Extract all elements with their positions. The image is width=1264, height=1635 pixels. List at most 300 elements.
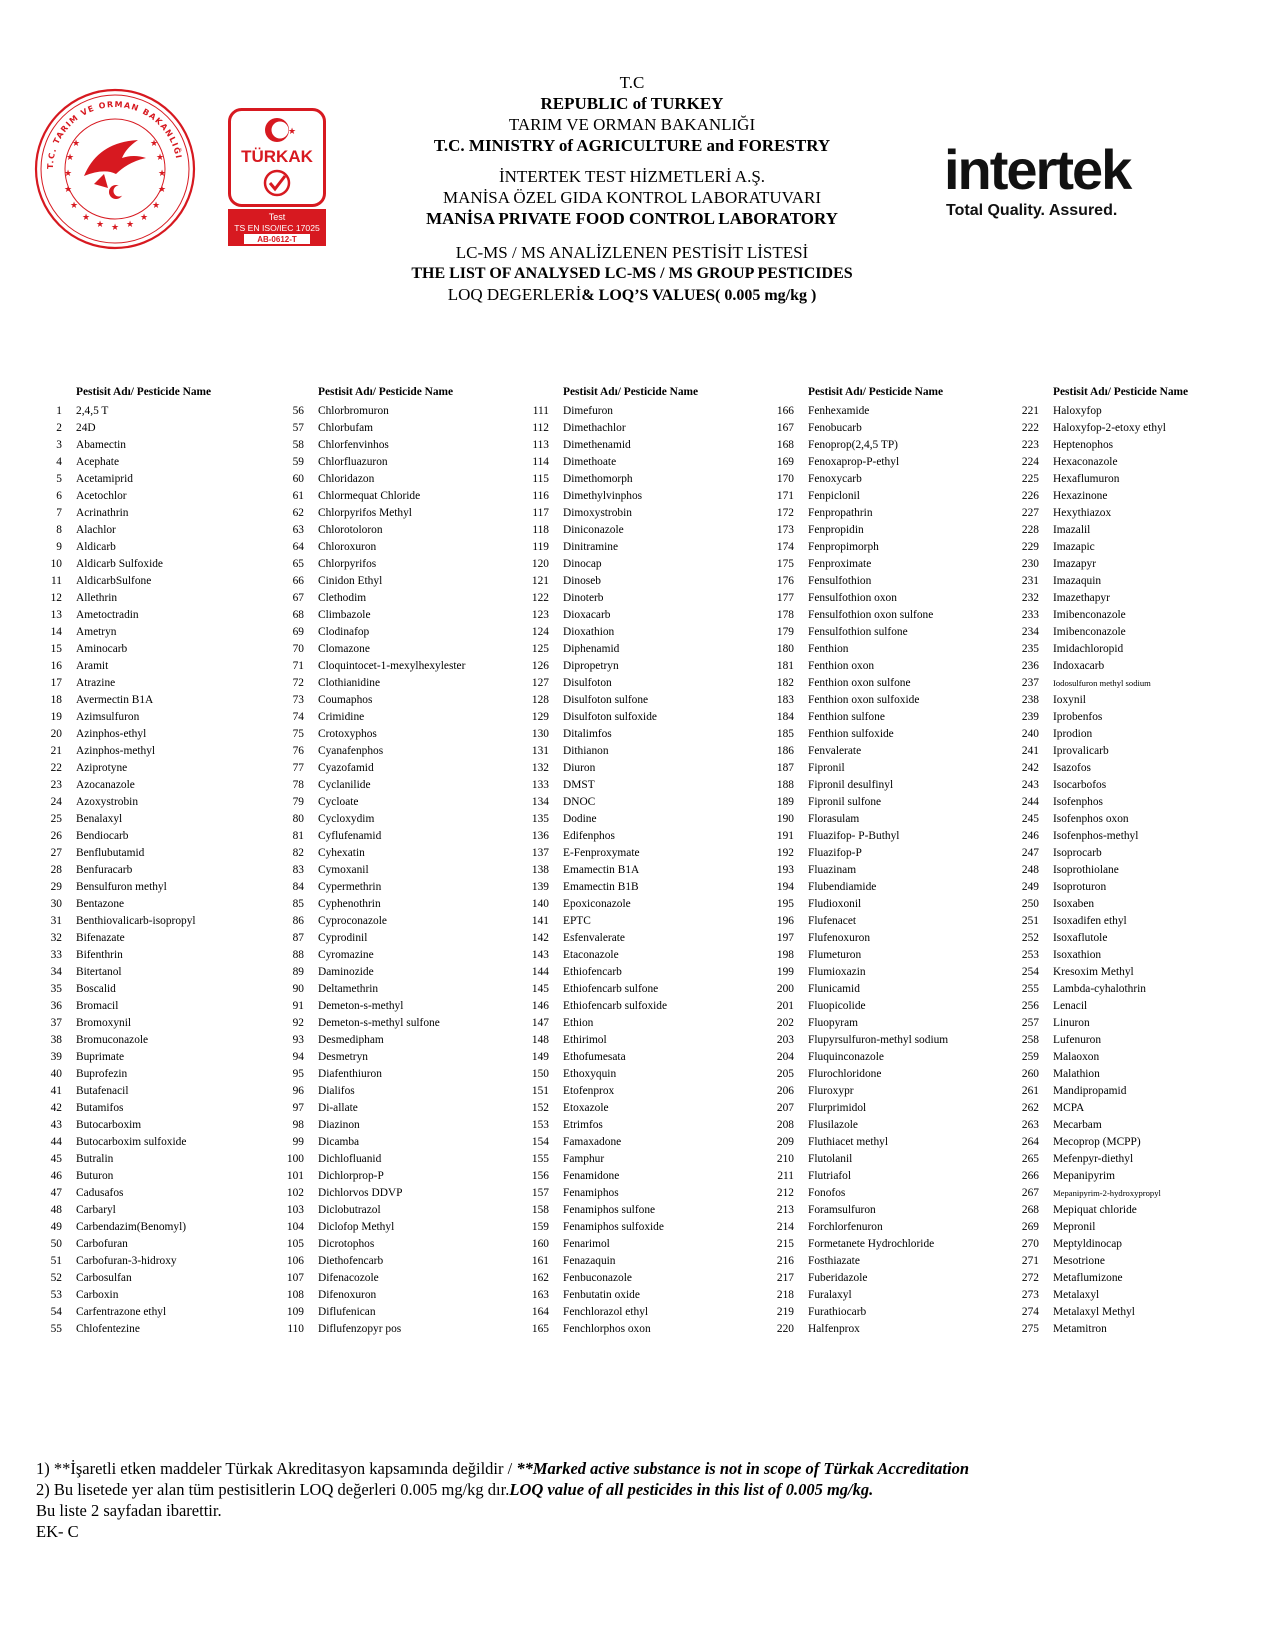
row-number: 76 <box>292 745 304 757</box>
row-number: 7 <box>56 507 62 519</box>
pesticide-name: Fenoprop(2,4,5 TP) <box>808 439 898 451</box>
pesticide-name: Fluopyram <box>808 1017 858 1029</box>
row-number: 239 <box>1021 711 1039 723</box>
pesticide-name: Bromuconazole <box>76 1034 149 1046</box>
table-row <box>40 1134 290 1151</box>
table-row <box>1017 1236 1264 1253</box>
pesticide-name: Di-allate <box>318 1102 358 1114</box>
svg-text:★: ★ <box>95 220 105 230</box>
svg-text:★: ★ <box>69 201 79 211</box>
row-number: 236 <box>1021 660 1039 672</box>
table-row <box>772 488 1022 505</box>
table-row <box>40 1117 290 1134</box>
row-number: 105 <box>286 1238 304 1250</box>
row-number: 13 <box>50 609 62 621</box>
pesticide-name: Chlormequat Chloride <box>318 490 421 502</box>
row-number: 8 <box>56 524 62 536</box>
row-number: 216 <box>776 1255 794 1267</box>
row-number: 40 <box>50 1068 62 1080</box>
table-row <box>772 1202 1022 1219</box>
table-row <box>40 828 290 845</box>
table-row <box>1017 964 1264 981</box>
pesticide-name: Hexazinone <box>1053 490 1108 502</box>
row-number: 156 <box>531 1170 549 1182</box>
row-number: 158 <box>531 1204 549 1216</box>
table-row <box>772 420 1022 437</box>
pesticide-name: Cypermethrin <box>318 881 382 893</box>
svg-text:★: ★ <box>139 213 149 223</box>
pesticide-name: Buturon <box>76 1170 114 1182</box>
table-row <box>772 726 1022 743</box>
header-ministry-tr: TARIM VE ORMAN BAKANLIĞI <box>508 115 756 134</box>
table-row <box>772 1134 1022 1151</box>
row-number: 54 <box>50 1306 62 1318</box>
table-row <box>40 964 290 981</box>
pesticide-name: Fipronil <box>808 762 845 774</box>
pesticide-table <box>40 386 1250 1336</box>
header-list-tr: LC-MS / MS ANALİZLENEN PESTİSİT LİSTESİ <box>455 243 809 262</box>
table-row <box>772 1117 1022 1134</box>
pesticide-name: Boscalid <box>76 983 116 995</box>
column-header-label: Pestisit Adı/ Pesticide Name <box>76 386 212 398</box>
table-row <box>772 556 1022 573</box>
row-number: 47 <box>50 1187 62 1199</box>
pesticide-name: Buprimate <box>76 1051 125 1063</box>
row-number: 82 <box>292 847 304 859</box>
pesticide-name: Isoxaben <box>1053 898 1095 910</box>
row-number: 63 <box>292 524 304 536</box>
pesticide-name: Furalaxyl <box>808 1289 852 1301</box>
row-number: 24 <box>50 796 62 808</box>
pesticide-name: Carbofuran-3-hidroxy <box>76 1255 177 1267</box>
pesticide-name: Fenhexamide <box>808 405 870 417</box>
row-number: 145 <box>531 983 549 995</box>
pesticide-name: Flutolanil <box>808 1153 853 1165</box>
pesticide-name: Fluroxypr <box>808 1085 854 1097</box>
row-number: 22 <box>50 762 62 774</box>
row-number: 177 <box>776 592 794 604</box>
table-row <box>772 624 1022 641</box>
table-row <box>1017 981 1264 998</box>
table-row <box>772 454 1022 471</box>
pesticide-name: Dimethachlor <box>563 422 626 434</box>
table-row <box>1017 947 1264 964</box>
row-number: 233 <box>1021 609 1039 621</box>
table-row <box>282 1032 532 1049</box>
row-number: 29 <box>50 881 62 893</box>
table-row <box>1017 896 1264 913</box>
pesticide-name: Clodinafop <box>318 626 370 638</box>
pesticide-name: Butafenacil <box>76 1085 129 1097</box>
row-number: 202 <box>776 1017 794 1029</box>
row-number: 65 <box>292 558 304 570</box>
table-row <box>282 1066 532 1083</box>
table-row <box>772 1015 1022 1032</box>
table-row <box>527 1202 777 1219</box>
pesticide-name: Atrazine <box>76 677 116 689</box>
table-row <box>1017 1185 1264 1202</box>
pesticide-name: Carbendazim(Benomyl) <box>76 1221 187 1233</box>
row-number: 42 <box>50 1102 62 1114</box>
row-number: 211 <box>777 1170 794 1182</box>
pesticide-name: Chlorpyrifos Methyl <box>318 507 412 519</box>
table-row <box>772 743 1022 760</box>
pesticide-name: Cyanafenphos <box>318 745 384 757</box>
row-number: 6 <box>56 490 62 502</box>
row-number: 218 <box>776 1289 794 1301</box>
table-row <box>772 930 1022 947</box>
row-number: 213 <box>776 1204 794 1216</box>
pesticide-name: DNOC <box>563 796 596 808</box>
row-number: 223 <box>1021 439 1039 451</box>
row-number: 106 <box>286 1255 304 1267</box>
row-number: 91 <box>292 1000 304 1012</box>
row-number: 267 <box>1021 1187 1039 1199</box>
pesticide-name: Azoxystrobin <box>76 796 139 808</box>
table-row <box>772 1032 1022 1049</box>
table-row <box>40 777 290 794</box>
table-row <box>1017 1253 1264 1270</box>
pesticide-name: Allethrin <box>76 592 118 604</box>
table-row <box>282 1304 532 1321</box>
pesticide-name: Imazethapyr <box>1053 592 1110 604</box>
pesticide-name: Etoxazole <box>563 1102 609 1114</box>
table-row <box>527 777 777 794</box>
row-number: 151 <box>531 1085 549 1097</box>
table-row <box>527 1134 777 1151</box>
table-row <box>282 692 532 709</box>
pesticide-name: Ethofumesata <box>563 1051 626 1063</box>
row-number: 84 <box>292 881 304 893</box>
pesticide-name: Fenamiphos <box>563 1187 619 1199</box>
ministry-ring-text: T.C. TARIM VE ORMAN BAKANLIĞI <box>45 99 184 170</box>
row-number: 69 <box>292 626 304 638</box>
pesticide-name: Benalaxyl <box>76 813 123 825</box>
row-number: 70 <box>292 643 304 655</box>
row-number: 78 <box>292 779 304 791</box>
table-row <box>772 709 1022 726</box>
row-number: 67 <box>292 592 304 604</box>
table-row <box>772 607 1022 624</box>
svg-text:★: ★ <box>155 153 165 163</box>
row-number: 96 <box>292 1085 304 1097</box>
row-number: 193 <box>776 864 794 876</box>
pesticide-name: Cyprodinil <box>318 932 368 944</box>
table-row <box>1017 607 1264 624</box>
pesticide-name: Crimidine <box>318 711 365 723</box>
pesticide-name: Azimsulfuron <box>76 711 140 723</box>
row-number: 37 <box>50 1017 62 1029</box>
table-row <box>282 828 532 845</box>
table-row <box>527 607 777 624</box>
header-tc: T.C <box>619 73 645 92</box>
footer-note-1-tr: 1) **İşaretli etken maddeler Türkak Akreditasyon kapsamında değildir / <box>36 1459 517 1478</box>
row-number: 143 <box>531 949 549 961</box>
table-row <box>1017 437 1264 454</box>
pesticide-name: Diclofop Methyl <box>318 1221 395 1233</box>
table-row <box>527 1151 777 1168</box>
pesticide-name: Avermectin B1A <box>76 694 154 706</box>
pesticide-name: MCPA <box>1053 1102 1085 1114</box>
pesticide-name: Fluazinam <box>808 864 857 876</box>
row-number: 58 <box>292 439 304 451</box>
table-row <box>772 1236 1022 1253</box>
pesticide-name: Mepanipyrim <box>1053 1170 1116 1182</box>
pesticide-name: Etrimfos <box>563 1119 603 1131</box>
header-loq-en: & LOQ’S VALUES( 0.005 mg/kg ) <box>581 287 817 304</box>
pesticide-name: Benthiovalicarb-isopropyl <box>76 915 196 927</box>
pesticide-name: Malathion <box>1053 1068 1100 1080</box>
table-row <box>282 437 532 454</box>
row-number: 125 <box>531 643 549 655</box>
pesticide-name: Butocarboxim sulfoxide <box>76 1136 187 1148</box>
pesticide-name: Carfentrazone ethyl <box>76 1306 167 1318</box>
row-number: 243 <box>1021 779 1039 791</box>
table-row <box>282 590 532 607</box>
table-row <box>1017 539 1264 556</box>
pesticide-name: Bifenthrin <box>76 949 123 961</box>
pesticide-name: Mecoprop (MCPP) <box>1053 1136 1141 1148</box>
column-header <box>772 386 1022 403</box>
table-row <box>1017 420 1264 437</box>
row-number: 215 <box>776 1238 794 1250</box>
row-number: 36 <box>50 1000 62 1012</box>
row-number: 140 <box>531 898 549 910</box>
pesticide-name: Ethoxyquin <box>563 1068 617 1080</box>
table-row <box>527 1066 777 1083</box>
row-number: 23 <box>50 779 62 791</box>
table-row <box>1017 1117 1264 1134</box>
table-row <box>527 862 777 879</box>
table-row <box>772 505 1022 522</box>
pesticide-name: Fenvalerate <box>808 745 862 757</box>
table-row <box>282 539 532 556</box>
table-row <box>40 1202 290 1219</box>
pesticide-name: Fenpropidin <box>808 524 864 536</box>
table-row <box>772 403 1022 420</box>
row-number: 57 <box>292 422 304 434</box>
pesticide-name: Mepanipyrim-2-hydroxypropyl <box>1053 1188 1161 1198</box>
pesticide-name: Halfenprox <box>808 1323 860 1335</box>
row-number: 97 <box>292 1102 304 1114</box>
row-number: 131 <box>531 745 549 757</box>
row-number: 155 <box>531 1153 549 1165</box>
row-number: 134 <box>531 796 549 808</box>
row-number: 73 <box>292 694 304 706</box>
table-row <box>40 624 290 641</box>
pesticide-name: Fludioxonil <box>808 898 862 910</box>
row-number: 43 <box>50 1119 62 1131</box>
row-number: 136 <box>531 830 549 842</box>
row-number: 15 <box>50 643 62 655</box>
table-row <box>40 794 290 811</box>
row-number: 251 <box>1021 915 1039 927</box>
pesticide-name: Emamectin B1A <box>563 864 640 876</box>
table-row <box>40 1015 290 1032</box>
table-row <box>1017 658 1264 675</box>
pesticide-name: Diphenamid <box>563 643 620 655</box>
pesticide-name: Chlorpyrifos <box>318 558 377 570</box>
row-number: 166 <box>776 405 794 417</box>
pesticide-name: Desmedipham <box>318 1034 384 1046</box>
table-row <box>40 539 290 556</box>
pesticide-name: Fenpiclonil <box>808 490 860 502</box>
pesticide-name: Haloxyfop <box>1053 405 1102 417</box>
row-number: 208 <box>776 1119 794 1131</box>
row-number: 221 <box>1021 405 1039 417</box>
row-number: 149 <box>531 1051 549 1063</box>
pesticide-name: Chlorfenvinhos <box>318 439 389 451</box>
table-row <box>527 760 777 777</box>
table-row <box>527 1083 777 1100</box>
row-number: 240 <box>1021 728 1039 740</box>
table-row <box>40 658 290 675</box>
table-row <box>40 1049 290 1066</box>
pesticide-name: Chlofentezine <box>76 1323 140 1335</box>
pesticide-name: Cyclanilide <box>318 779 371 791</box>
pesticide-name: Flusilazole <box>808 1119 858 1131</box>
table-row <box>1017 488 1264 505</box>
table-row <box>282 845 532 862</box>
table-row <box>40 556 290 573</box>
row-number: 249 <box>1021 881 1039 893</box>
table-row <box>282 913 532 930</box>
table-row <box>40 743 290 760</box>
row-number: 34 <box>50 966 62 978</box>
table-row <box>282 522 532 539</box>
table-row <box>40 1083 290 1100</box>
table-row <box>40 420 290 437</box>
footer-note-2-tr: 2) Bu lisetede yer alan tüm pestisitlerin LOQ değerleri 0.005 mg/kg dır. <box>36 1480 510 1499</box>
row-number: 186 <box>776 745 794 757</box>
pesticide-name: Fenoxaprop-P-ethyl <box>808 456 900 468</box>
table-row <box>527 947 777 964</box>
row-number: 178 <box>776 609 794 621</box>
table-row <box>772 811 1022 828</box>
table-row <box>1017 828 1264 845</box>
row-number: 189 <box>776 796 794 808</box>
row-number: 101 <box>286 1170 304 1182</box>
table-row <box>527 828 777 845</box>
header-company: İNTERTEK TEST HİZMETLERİ A.Ş. <box>498 167 766 186</box>
row-number: 83 <box>292 864 304 876</box>
table-row <box>40 930 290 947</box>
row-number: 219 <box>776 1306 794 1318</box>
pesticide-name: Chloroxuron <box>318 541 377 553</box>
table-row <box>282 709 532 726</box>
table-row <box>772 522 1022 539</box>
row-number: 274 <box>1021 1306 1039 1318</box>
pesticide-name: Fuberidazole <box>808 1272 868 1284</box>
pesticide-name: Dinocap <box>563 558 602 570</box>
pesticide-name: Famphur <box>563 1153 605 1165</box>
row-number: 16 <box>50 660 62 672</box>
table-row <box>282 1202 532 1219</box>
table-row <box>772 1151 1022 1168</box>
row-number: 226 <box>1021 490 1039 502</box>
table-row <box>1017 777 1264 794</box>
table-row <box>527 811 777 828</box>
pesticide-name: Cinidon Ethyl <box>318 575 383 587</box>
row-number: 273 <box>1021 1289 1039 1301</box>
row-number: 35 <box>50 983 62 995</box>
table-row <box>1017 403 1264 420</box>
table-row <box>40 488 290 505</box>
table-row <box>40 1032 290 1049</box>
pesticide-name: Cyphenothrin <box>318 898 381 910</box>
pesticide-name: Isofenphos oxon <box>1053 813 1129 825</box>
pesticide-name: Hexaflumuron <box>1053 473 1120 485</box>
row-number: 237 <box>1021 677 1039 689</box>
row-number: 252 <box>1021 932 1039 944</box>
row-number: 38 <box>50 1034 62 1046</box>
pesticide-name: Demeton-s-methyl <box>318 1000 404 1012</box>
row-number: 150 <box>531 1068 549 1080</box>
row-number: 146 <box>531 1000 549 1012</box>
row-number: 262 <box>1021 1102 1039 1114</box>
pesticide-name: Metalaxyl <box>1053 1289 1100 1301</box>
row-number: 203 <box>776 1034 794 1046</box>
pesticide-name: Butamifos <box>76 1102 124 1114</box>
table-row <box>772 471 1022 488</box>
row-number: 227 <box>1021 507 1039 519</box>
row-number: 72 <box>292 677 304 689</box>
pesticide-name: Fenobucarb <box>808 422 862 434</box>
pesticide-name: Ametryn <box>76 626 117 638</box>
table-row <box>1017 1049 1264 1066</box>
table-row <box>772 573 1022 590</box>
pesticide-name: Fosthiazate <box>808 1255 860 1267</box>
row-number: 190 <box>776 813 794 825</box>
table-row <box>282 1100 532 1117</box>
pesticide-name: Butocarboxim <box>76 1119 142 1131</box>
row-number: 77 <box>292 762 304 774</box>
pesticide-name: Fonofos <box>808 1187 846 1199</box>
pesticide-name: Ethion <box>563 1017 594 1029</box>
pesticide-name: Dioxacarb <box>563 609 611 621</box>
pesticide-name: Fenbutatin oxide <box>563 1289 640 1301</box>
table-row <box>40 1185 290 1202</box>
table-row <box>1017 641 1264 658</box>
row-number: 32 <box>50 932 62 944</box>
pesticide-name: Diethofencarb <box>318 1255 384 1267</box>
row-number: 120 <box>531 558 549 570</box>
pesticide-name: Fenthion oxon sulfone <box>808 677 911 689</box>
row-number: 108 <box>286 1289 304 1301</box>
pesticide-name: Fenazaquin <box>563 1255 616 1267</box>
pesticide-name: Etofenprox <box>563 1085 615 1097</box>
row-number: 1 <box>56 405 62 417</box>
pesticide-name: Lenacil <box>1053 1000 1088 1012</box>
table-row <box>282 471 532 488</box>
column-header <box>527 386 777 403</box>
pesticide-name: Mesotrione <box>1053 1255 1105 1267</box>
table-row <box>1017 998 1264 1015</box>
pesticide-name: Etaconazole <box>563 949 619 961</box>
row-number: 250 <box>1021 898 1039 910</box>
table-row <box>1017 1304 1264 1321</box>
row-number: 246 <box>1021 830 1039 842</box>
table-row <box>282 964 532 981</box>
pesticide-name: Flufenoxuron <box>808 932 871 944</box>
document-header <box>0 72 1264 306</box>
table-row <box>40 1219 290 1236</box>
row-number: 2 <box>56 422 62 434</box>
row-number: 55 <box>50 1323 62 1335</box>
pesticide-name: Fenthion sulfone <box>808 711 885 723</box>
row-number: 107 <box>286 1272 304 1284</box>
row-number: 14 <box>50 626 62 638</box>
